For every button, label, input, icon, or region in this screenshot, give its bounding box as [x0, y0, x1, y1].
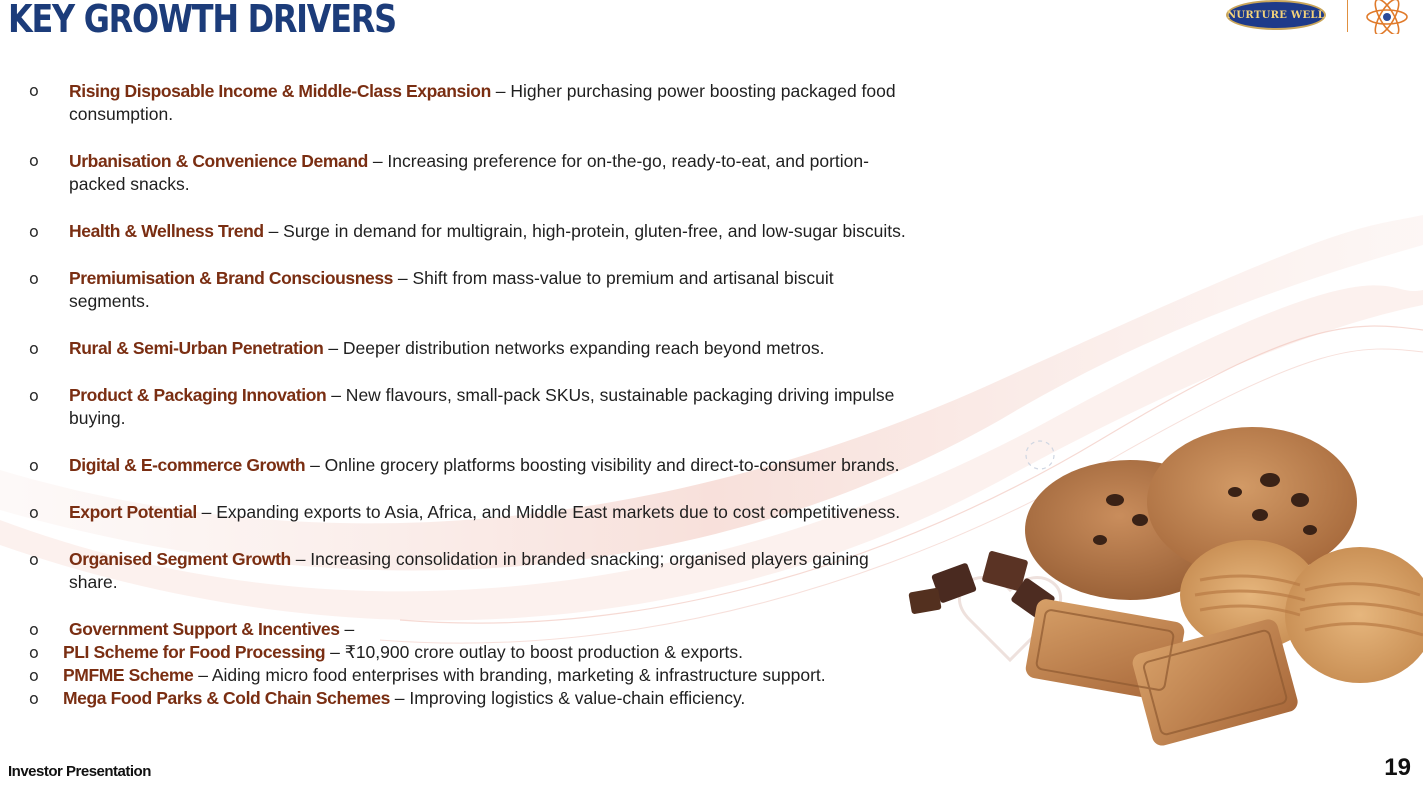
driver-text: – Online grocery platforms boosting visibility and direct-to-consumer brands. — [305, 455, 900, 475]
bullet: o — [29, 643, 39, 662]
driver-text: – New flavours, small-pack SKUs, sustainable packaging driving impulse — [326, 385, 895, 405]
driver-item — [69, 80, 969, 126]
bullet: o — [29, 222, 39, 241]
driver-item — [69, 150, 969, 196]
bullet: o — [29, 620, 39, 639]
bullet: o — [29, 81, 39, 100]
driver-text-cont: consumption. — [69, 104, 174, 124]
driver-text: – Increasing consolidation in branded snacking; organised players gaining — [290, 549, 869, 569]
driver-text: – Expanding exports to Asia, Africa, and Middle East markets due to cost competitiveness. — [196, 502, 901, 522]
driver-text: – Higher purchasing power boosting packaged food — [490, 81, 896, 101]
driver-heading: Rural & Semi-Urban Penetration — [69, 338, 324, 358]
bullet: o — [29, 550, 39, 569]
driver-text: – Increasing preference for on-the-go, ready-to-eat, and portion- — [367, 151, 869, 171]
driver-item — [69, 618, 969, 641]
driver-item — [69, 220, 989, 243]
biscuits-illustration — [900, 420, 1423, 760]
driver-text-cont: buying. — [69, 408, 126, 428]
driver-item — [69, 267, 969, 313]
scheme-heading: Mega Food Parks & Cold Chain Schemes — [63, 688, 390, 708]
bullet: o — [29, 666, 39, 685]
bullet: o — [29, 503, 39, 522]
driver-text: – Surge in demand for multigrain, high-protein, gluten-free, and low-sugar biscuits. — [263, 221, 906, 241]
scheme-item — [63, 641, 963, 664]
driver-text-cont: segments. — [69, 291, 150, 311]
page-number: 19 — [1384, 754, 1411, 781]
driver-text-cont: share. — [69, 572, 118, 592]
driver-text: – — [339, 619, 355, 639]
driver-text-cont: packed snacks. — [69, 174, 190, 194]
nurture-well-logo — [1226, 0, 1330, 32]
scheme-heading: PMFME Scheme — [63, 665, 194, 685]
driver-heading: Product & Packaging Innovation — [69, 385, 327, 405]
bullet: o — [29, 386, 39, 405]
logo-text: NURTURE WELL — [1226, 9, 1326, 21]
scheme-text: – Aiding micro food enterprises with branding, marketing & infrastructure support. — [193, 665, 826, 685]
logo-divider — [1347, 0, 1348, 32]
driver-item — [69, 384, 969, 430]
driver-item — [69, 548, 969, 594]
driver-heading: Digital & E-commerce Growth — [69, 455, 306, 475]
scheme-item — [63, 687, 963, 710]
scheme-item — [63, 664, 963, 687]
driver-item — [69, 454, 989, 477]
driver-heading: Premiumisation & Brand Consciousness — [69, 268, 394, 288]
atom-icon — [1365, 0, 1409, 34]
page-title: KEY GROWTH DRIVERS — [8, 0, 396, 41]
bullet: o — [29, 269, 39, 288]
driver-item — [69, 501, 989, 524]
scheme-text: – ₹10,900 crore outlay to boost production & exports. — [325, 642, 744, 662]
driver-text: – Shift from mass-value to premium and artisanal biscuit — [393, 268, 834, 288]
driver-item — [69, 337, 969, 360]
scheme-heading: PLI Scheme for Food Processing — [63, 642, 326, 662]
bullet: o — [29, 689, 39, 708]
driver-heading: Export Potential — [69, 502, 197, 522]
driver-heading: Urbanisation & Convenience Demand — [69, 151, 368, 171]
driver-heading: Rising Disposable Income & Middle-Class Expansion — [69, 81, 491, 101]
driver-heading: Health & Wellness Trend — [69, 221, 264, 241]
footer-label: Investor Presentation — [8, 763, 151, 780]
bullet: o — [29, 151, 39, 170]
driver-heading: Government Support & Incentives — [69, 619, 340, 639]
bullet: o — [29, 456, 39, 475]
driver-text: – Deeper distribution networks expanding reach beyond metros. — [323, 338, 825, 358]
scheme-text: – Improving logistics & value-chain efficiency. — [389, 688, 746, 708]
driver-heading: Organised Segment Growth — [69, 549, 291, 569]
bullet: o — [29, 339, 39, 358]
